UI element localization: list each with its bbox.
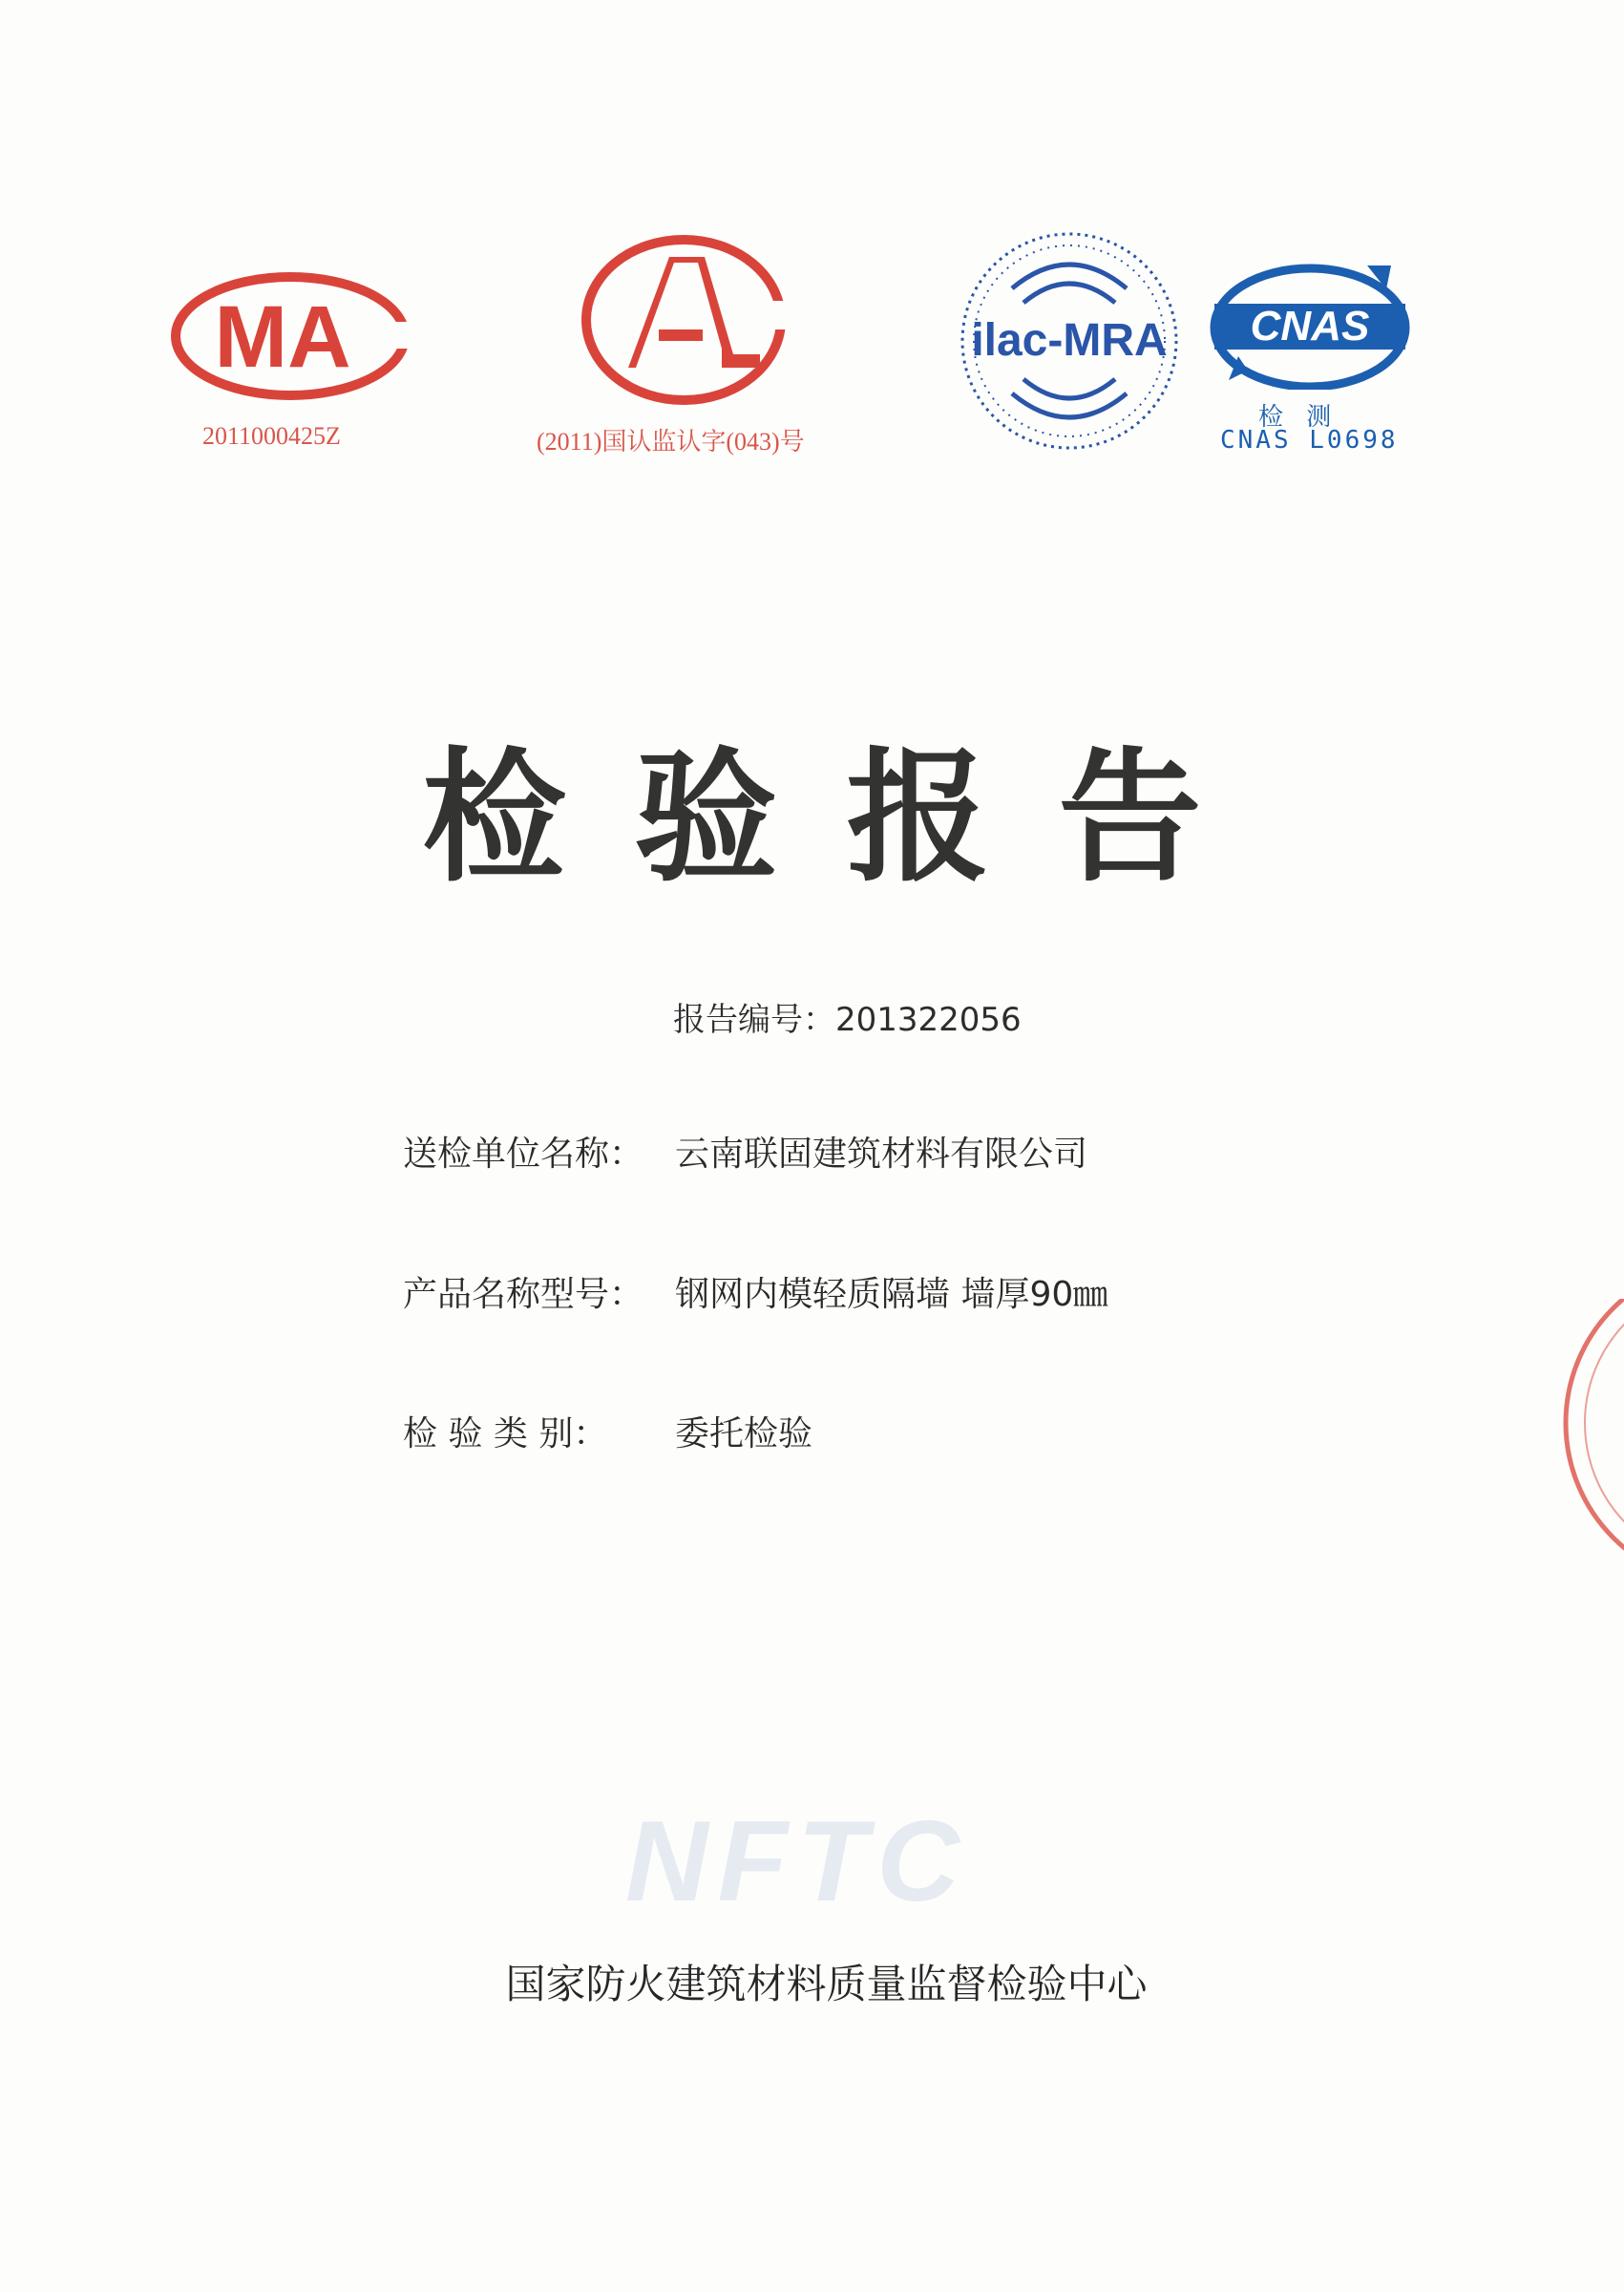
product-name-row [403, 1267, 1107, 1316]
cma-logo [170, 269, 411, 403]
client-name-label: 送检单位名称： [403, 1135, 644, 1174]
cnas-subtitle: 检 测 [1258, 403, 1339, 432]
issuing-organization: 国家防火建筑材料质量监督检验中心 [505, 1961, 1148, 2007]
official-seal [1537, 1299, 1624, 1627]
product-name-label: 产品名称型号： [403, 1275, 644, 1314]
inspection-type-label: 检 验 类 别： [403, 1414, 608, 1454]
product-name-value: 钢网内模轻质隔墙 墙厚90㎜ [675, 1275, 1108, 1314]
report-title: 检验报告 [422, 735, 1271, 902]
cma-caption: 2011000425Z [202, 422, 341, 450]
client-name-row [403, 1127, 1087, 1176]
cal-caption: (2011)国认监认字(043)号 [537, 428, 805, 456]
inspection-type-row [403, 1407, 812, 1455]
inspection-type-value: 委托检验 [675, 1414, 813, 1454]
report-number [673, 993, 1022, 1040]
ilac-mra-logo [955, 222, 1184, 460]
cnas-logo [1195, 237, 1424, 390]
cma-logo-text: MA [214, 288, 351, 386]
report-number-label: 报告编号： [673, 1001, 835, 1039]
client-name-value: 云南联固建筑材料有限公司 [675, 1135, 1088, 1174]
cnas-logo-text: CNAS [1250, 303, 1370, 350]
report-number-value: 201322056 [835, 1001, 1022, 1039]
cal-logo [579, 234, 789, 406]
ilac-mra-text: ilac-MRA [971, 315, 1168, 366]
cnas-code: CNAS L0698 [1220, 426, 1399, 455]
nftc-watermark: NFTC [625, 1797, 969, 1925]
